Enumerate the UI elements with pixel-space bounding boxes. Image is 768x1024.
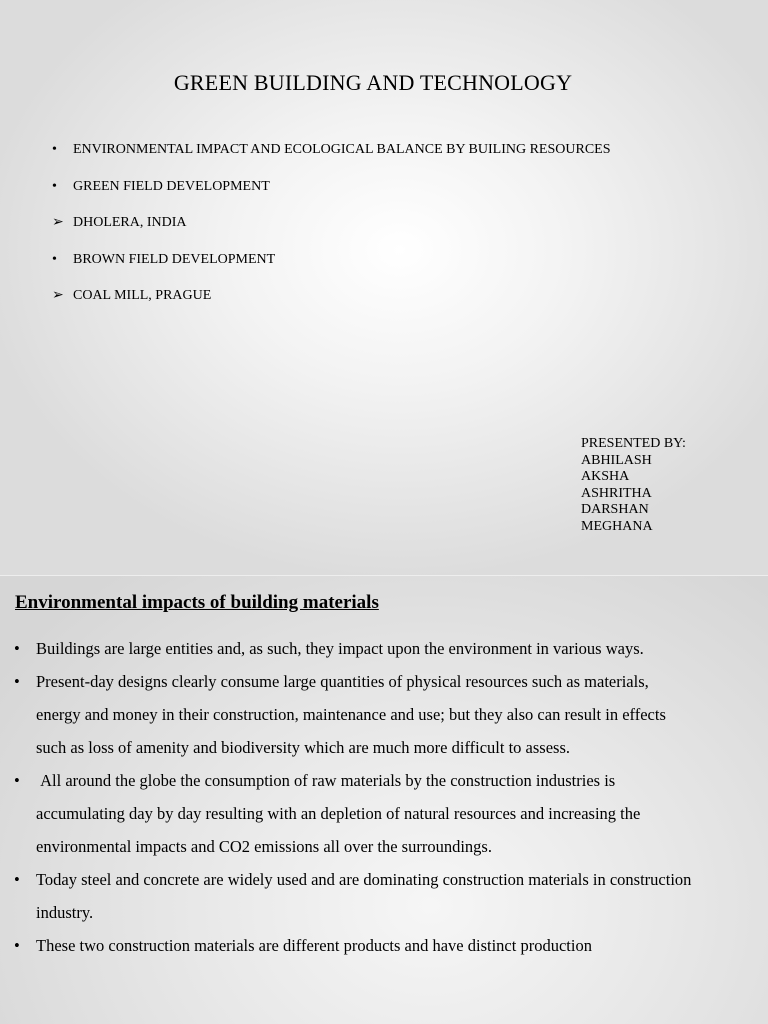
topic-text: COAL MILL, PRAGUE bbox=[73, 288, 212, 303]
presented-by-label: PRESENTED BY: bbox=[581, 436, 686, 451]
content-text: Buildings are large entities and, as such, they impact upon the environment in various ways. bbox=[36, 639, 644, 658]
topic-item bbox=[52, 250, 611, 287]
topic-text: ENVIRONMENTAL IMPACT AND ECOLOGICAL BALANCE BY BUILING RESOURCES bbox=[73, 142, 611, 157]
topic-item bbox=[52, 213, 611, 250]
bullet-icon: • bbox=[14, 639, 20, 658]
content-list bbox=[14, 632, 694, 962]
presenter-name: ABHILASH bbox=[581, 452, 652, 468]
bullet-icon: • bbox=[52, 251, 57, 267]
bullet-icon: • bbox=[52, 142, 57, 157]
arrow-bullet-icon: ➢ bbox=[52, 288, 64, 303]
topic-text: BROWN FIELD DEVELOPMENT bbox=[73, 251, 276, 267]
topic-item bbox=[52, 177, 611, 214]
presenters-block bbox=[581, 436, 686, 535]
slide-heading: Environmental impacts of building materials bbox=[15, 592, 379, 613]
content-slide bbox=[0, 576, 768, 1024]
content-text: Present-day designs clearly consume large quantities of physical resources such as materials, energy and money in their construction, maintenance and use; but they also can result in effects such as loss of amenity and biodiversity which are much more difficult to assess. bbox=[36, 672, 666, 757]
bullet-icon: • bbox=[14, 771, 20, 790]
content-text: All around the globe the consumption of raw materials by the construction industries is accumulating day by day resulting with an depletion of natural resources and increasing the environmental impacts and CO2 emissions all over the surroundings. bbox=[36, 771, 649, 856]
topic-item bbox=[52, 140, 611, 177]
topic-text: GREEN FIELD DEVELOPMENT bbox=[73, 178, 270, 194]
presenter-name: ASHRITHA bbox=[581, 485, 652, 501]
bullet-icon: • bbox=[52, 178, 57, 194]
slide-title: GREEN BUILDING AND TECHNOLOGY bbox=[173, 70, 573, 95]
bullet-icon: • bbox=[14, 870, 20, 889]
content-item bbox=[14, 929, 694, 962]
topic-list bbox=[52, 140, 611, 323]
presenter-name: MEGHANA bbox=[581, 518, 653, 534]
presenter-name: DARSHAN bbox=[581, 502, 649, 517]
content-item bbox=[14, 764, 694, 863]
bullet-icon: • bbox=[14, 672, 20, 691]
content-text: Today steel and concrete are widely used and are dominating construction materials in construction industry. bbox=[36, 870, 692, 922]
content-item bbox=[14, 632, 694, 665]
topic-text: DHOLERA, INDIA bbox=[73, 215, 187, 230]
arrow-bullet-icon: ➢ bbox=[52, 215, 64, 230]
presenter-name: AKSHA bbox=[581, 469, 630, 484]
content-item bbox=[14, 863, 694, 929]
content-item bbox=[14, 665, 694, 764]
content-text: These two construction materials are different products and have distinct production bbox=[36, 936, 592, 955]
topic-item bbox=[52, 286, 611, 323]
bullet-icon: • bbox=[14, 936, 20, 955]
